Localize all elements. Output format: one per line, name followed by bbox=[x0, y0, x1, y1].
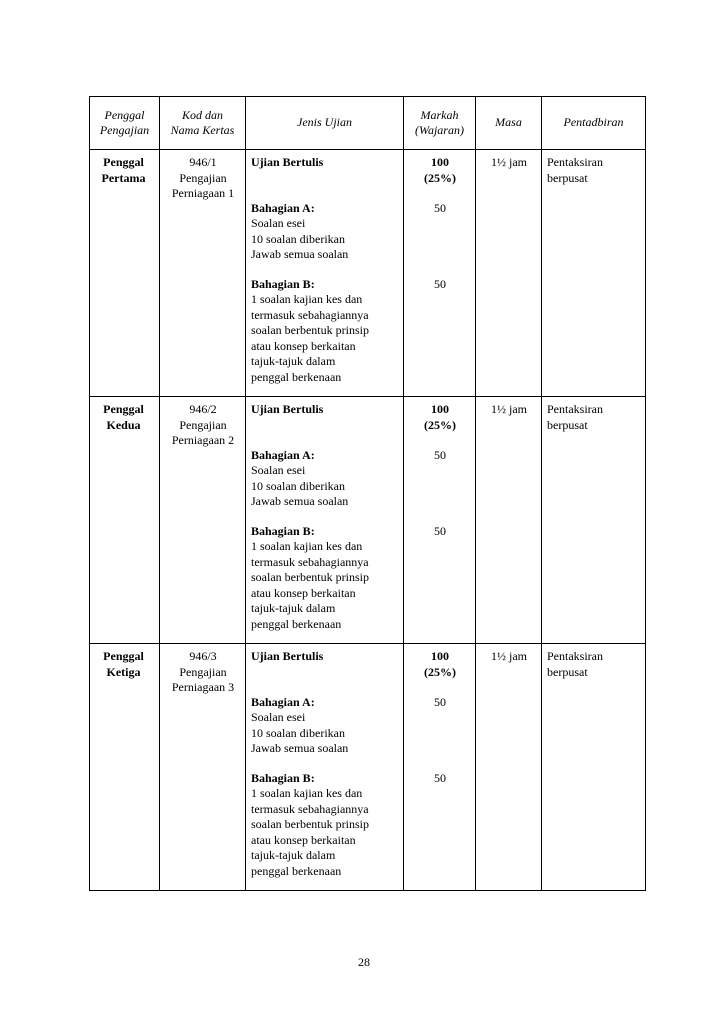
bahagian-a-lines-line: Jawab semua soalan bbox=[251, 247, 349, 261]
bahagian-b-lines-line: 1 soalan kajian kes dan bbox=[251, 539, 363, 553]
masa-cell bbox=[476, 644, 542, 891]
markah-bahagian-b: 50 bbox=[434, 276, 446, 291]
bahagian-b-lines bbox=[251, 539, 399, 632]
kod-name-line1: Pengajian bbox=[179, 170, 227, 185]
header-pentadbiran-label: Pentadbiran bbox=[563, 115, 624, 130]
table-row bbox=[90, 644, 646, 891]
penggal-line2: Kedua bbox=[106, 417, 141, 432]
bahagian-b-lines-line: 1 soalan kajian kes dan bbox=[251, 292, 363, 306]
masa-value: 1½ jam bbox=[491, 402, 527, 416]
penggal-line2: Pertama bbox=[101, 170, 146, 185]
bahagian-b-lines-line: tajuk-tajuk dalam bbox=[251, 601, 336, 615]
header-penggal-line2: Pengajian bbox=[99, 123, 150, 137]
header-markah bbox=[404, 97, 476, 150]
pentadbiran-cell bbox=[542, 397, 646, 644]
bahagian-a-title: Bahagian A: bbox=[251, 694, 315, 709]
penggal-line1: Penggal bbox=[103, 402, 144, 416]
bahagian-a-lines bbox=[251, 710, 399, 757]
header-penggal bbox=[90, 97, 160, 150]
header-markah-line1: Markah bbox=[420, 107, 459, 122]
bahagian-b-lines-line: soalan berbentuk prinsip bbox=[251, 323, 369, 337]
bahagian-b-lines-line: tajuk-tajuk dalam bbox=[251, 848, 336, 862]
bahagian-a-lines-line: Jawab semua soalan bbox=[251, 741, 349, 755]
markah-bahagian-a: 50 bbox=[434, 201, 446, 215]
kod-name-line2: Perniagaan 1 bbox=[171, 186, 235, 200]
bahagian-a-lines-line: 10 soalan diberikan bbox=[251, 725, 345, 740]
bahagian-a-lines bbox=[251, 216, 399, 263]
bahagian-b-title: Bahagian B: bbox=[251, 770, 315, 785]
bahagian-b-lines-line: termasuk sebahagiannya bbox=[251, 307, 369, 322]
bahagian-a-lines-line: Soalan esei bbox=[251, 710, 306, 724]
bahagian-b-lines-line: 1 soalan kajian kes dan bbox=[251, 786, 363, 800]
penggal-line1: Penggal bbox=[103, 155, 144, 169]
kod-name-line1: Pengajian bbox=[179, 417, 227, 432]
markah-total: 100 bbox=[431, 155, 449, 169]
header-markah-line2: (Wajaran) bbox=[415, 123, 464, 137]
pentadbiran-cell bbox=[542, 150, 646, 397]
kod-code: 946/3 bbox=[189, 649, 217, 663]
pentadbiran-line1: Pentaksiran bbox=[547, 402, 603, 416]
markah-bahagian-a: 50 bbox=[434, 695, 446, 709]
kod-code: 946/2 bbox=[189, 402, 217, 416]
header-kod-line1: Kod dan bbox=[181, 107, 223, 122]
bahagian-b-lines-line: soalan berbentuk prinsip bbox=[251, 570, 369, 584]
masa-value: 1½ jam bbox=[491, 155, 527, 169]
jenis-title: Ujian Bertulis bbox=[251, 155, 324, 169]
bahagian-a-lines-line: 10 soalan diberikan bbox=[251, 478, 345, 493]
masa-cell bbox=[476, 397, 542, 644]
penggal-line1: Penggal bbox=[103, 649, 144, 663]
markah-bahagian-b: 50 bbox=[434, 770, 446, 785]
jenis-title: Ujian Bertulis bbox=[251, 649, 324, 663]
bahagian-b-title: Bahagian B: bbox=[251, 276, 315, 291]
pentadbiran-cell bbox=[542, 644, 646, 891]
header-kod bbox=[160, 97, 246, 150]
markah-wajaran: (25%) bbox=[424, 664, 456, 679]
bahagian-b-lines-line: termasuk sebahagiannya bbox=[251, 801, 369, 816]
bahagian-a-lines bbox=[251, 463, 399, 510]
jenis-title: Ujian Bertulis bbox=[251, 402, 324, 416]
bahagian-b-lines-line: tajuk-tajuk dalam bbox=[251, 354, 336, 368]
kod-name-line1: Pengajian bbox=[179, 664, 227, 679]
bahagian-a-lines-line: Jawab semua soalan bbox=[251, 494, 349, 508]
bahagian-b-lines-line: atau konsep berkaitan bbox=[251, 585, 356, 600]
pentadbiran-line1: Pentaksiran bbox=[547, 649, 603, 663]
markah-total: 100 bbox=[431, 649, 449, 663]
header-jenis-label: Jenis Ujian bbox=[297, 115, 352, 130]
kod-cell bbox=[160, 150, 246, 397]
bahagian-a-title: Bahagian A: bbox=[251, 200, 315, 215]
bahagian-b-lines bbox=[251, 786, 399, 879]
bahagian-a-title: Bahagian A: bbox=[251, 447, 315, 462]
bahagian-a-lines-line: 10 soalan diberikan bbox=[251, 231, 345, 246]
markah-cell bbox=[404, 150, 476, 397]
bahagian-b-lines-line: penggal berkenaan bbox=[251, 369, 342, 384]
markah-cell bbox=[404, 644, 476, 891]
markah-bahagian-a: 50 bbox=[434, 448, 446, 462]
bahagian-b-lines-line: termasuk sebahagiannya bbox=[251, 554, 369, 569]
header-penggal-line1: Penggal bbox=[104, 107, 145, 122]
exam-structure-table bbox=[89, 96, 646, 891]
bahagian-a-lines-line: Soalan esei bbox=[251, 463, 306, 477]
penggal-cell bbox=[90, 150, 160, 397]
table-row bbox=[90, 397, 646, 644]
markah-total: 100 bbox=[431, 402, 449, 416]
bahagian-b-lines-line: atau konsep berkaitan bbox=[251, 832, 356, 847]
bahagian-b-lines-line: penggal berkenaan bbox=[251, 616, 342, 631]
header-masa bbox=[476, 97, 542, 150]
penggal-line2: Ketiga bbox=[106, 664, 141, 679]
bahagian-b-lines-line: atau konsep berkaitan bbox=[251, 338, 356, 353]
jenis-cell bbox=[246, 397, 404, 644]
kod-cell bbox=[160, 644, 246, 891]
masa-cell bbox=[476, 150, 542, 397]
penggal-cell bbox=[90, 397, 160, 644]
markah-wajaran: (25%) bbox=[424, 417, 456, 432]
markah-cell bbox=[404, 397, 476, 644]
header-row bbox=[90, 97, 646, 150]
pentadbiran-line2: berpusat bbox=[547, 170, 588, 185]
pentadbiran-line2: berpusat bbox=[547, 664, 588, 679]
header-pentadbiran bbox=[542, 97, 646, 150]
bahagian-a-lines-line: Soalan esei bbox=[251, 216, 306, 230]
jenis-cell bbox=[246, 644, 404, 891]
masa-value: 1½ jam bbox=[491, 649, 527, 663]
bahagian-b-lines-line: soalan berbentuk prinsip bbox=[251, 817, 369, 831]
markah-bahagian-b: 50 bbox=[434, 523, 446, 538]
bahagian-b-lines bbox=[251, 292, 399, 385]
kod-name-line2: Perniagaan 3 bbox=[171, 680, 235, 694]
pentadbiran-line1: Pentaksiran bbox=[547, 155, 603, 169]
bahagian-b-lines-line: penggal berkenaan bbox=[251, 863, 342, 878]
header-kod-line2: Nama Kertas bbox=[170, 123, 235, 137]
kod-cell bbox=[160, 397, 246, 644]
pentadbiran-line2: berpusat bbox=[547, 417, 588, 432]
kod-name-line2: Perniagaan 2 bbox=[171, 433, 235, 447]
penggal-cell bbox=[90, 644, 160, 891]
header-jenis bbox=[246, 97, 404, 150]
jenis-cell bbox=[246, 150, 404, 397]
page-number: 28 bbox=[358, 955, 370, 969]
table-row bbox=[90, 150, 646, 397]
bahagian-b-title: Bahagian B: bbox=[251, 523, 315, 538]
kod-code: 946/1 bbox=[189, 155, 217, 169]
markah-wajaran: (25%) bbox=[424, 170, 456, 185]
header-masa-label: Masa bbox=[495, 115, 522, 130]
